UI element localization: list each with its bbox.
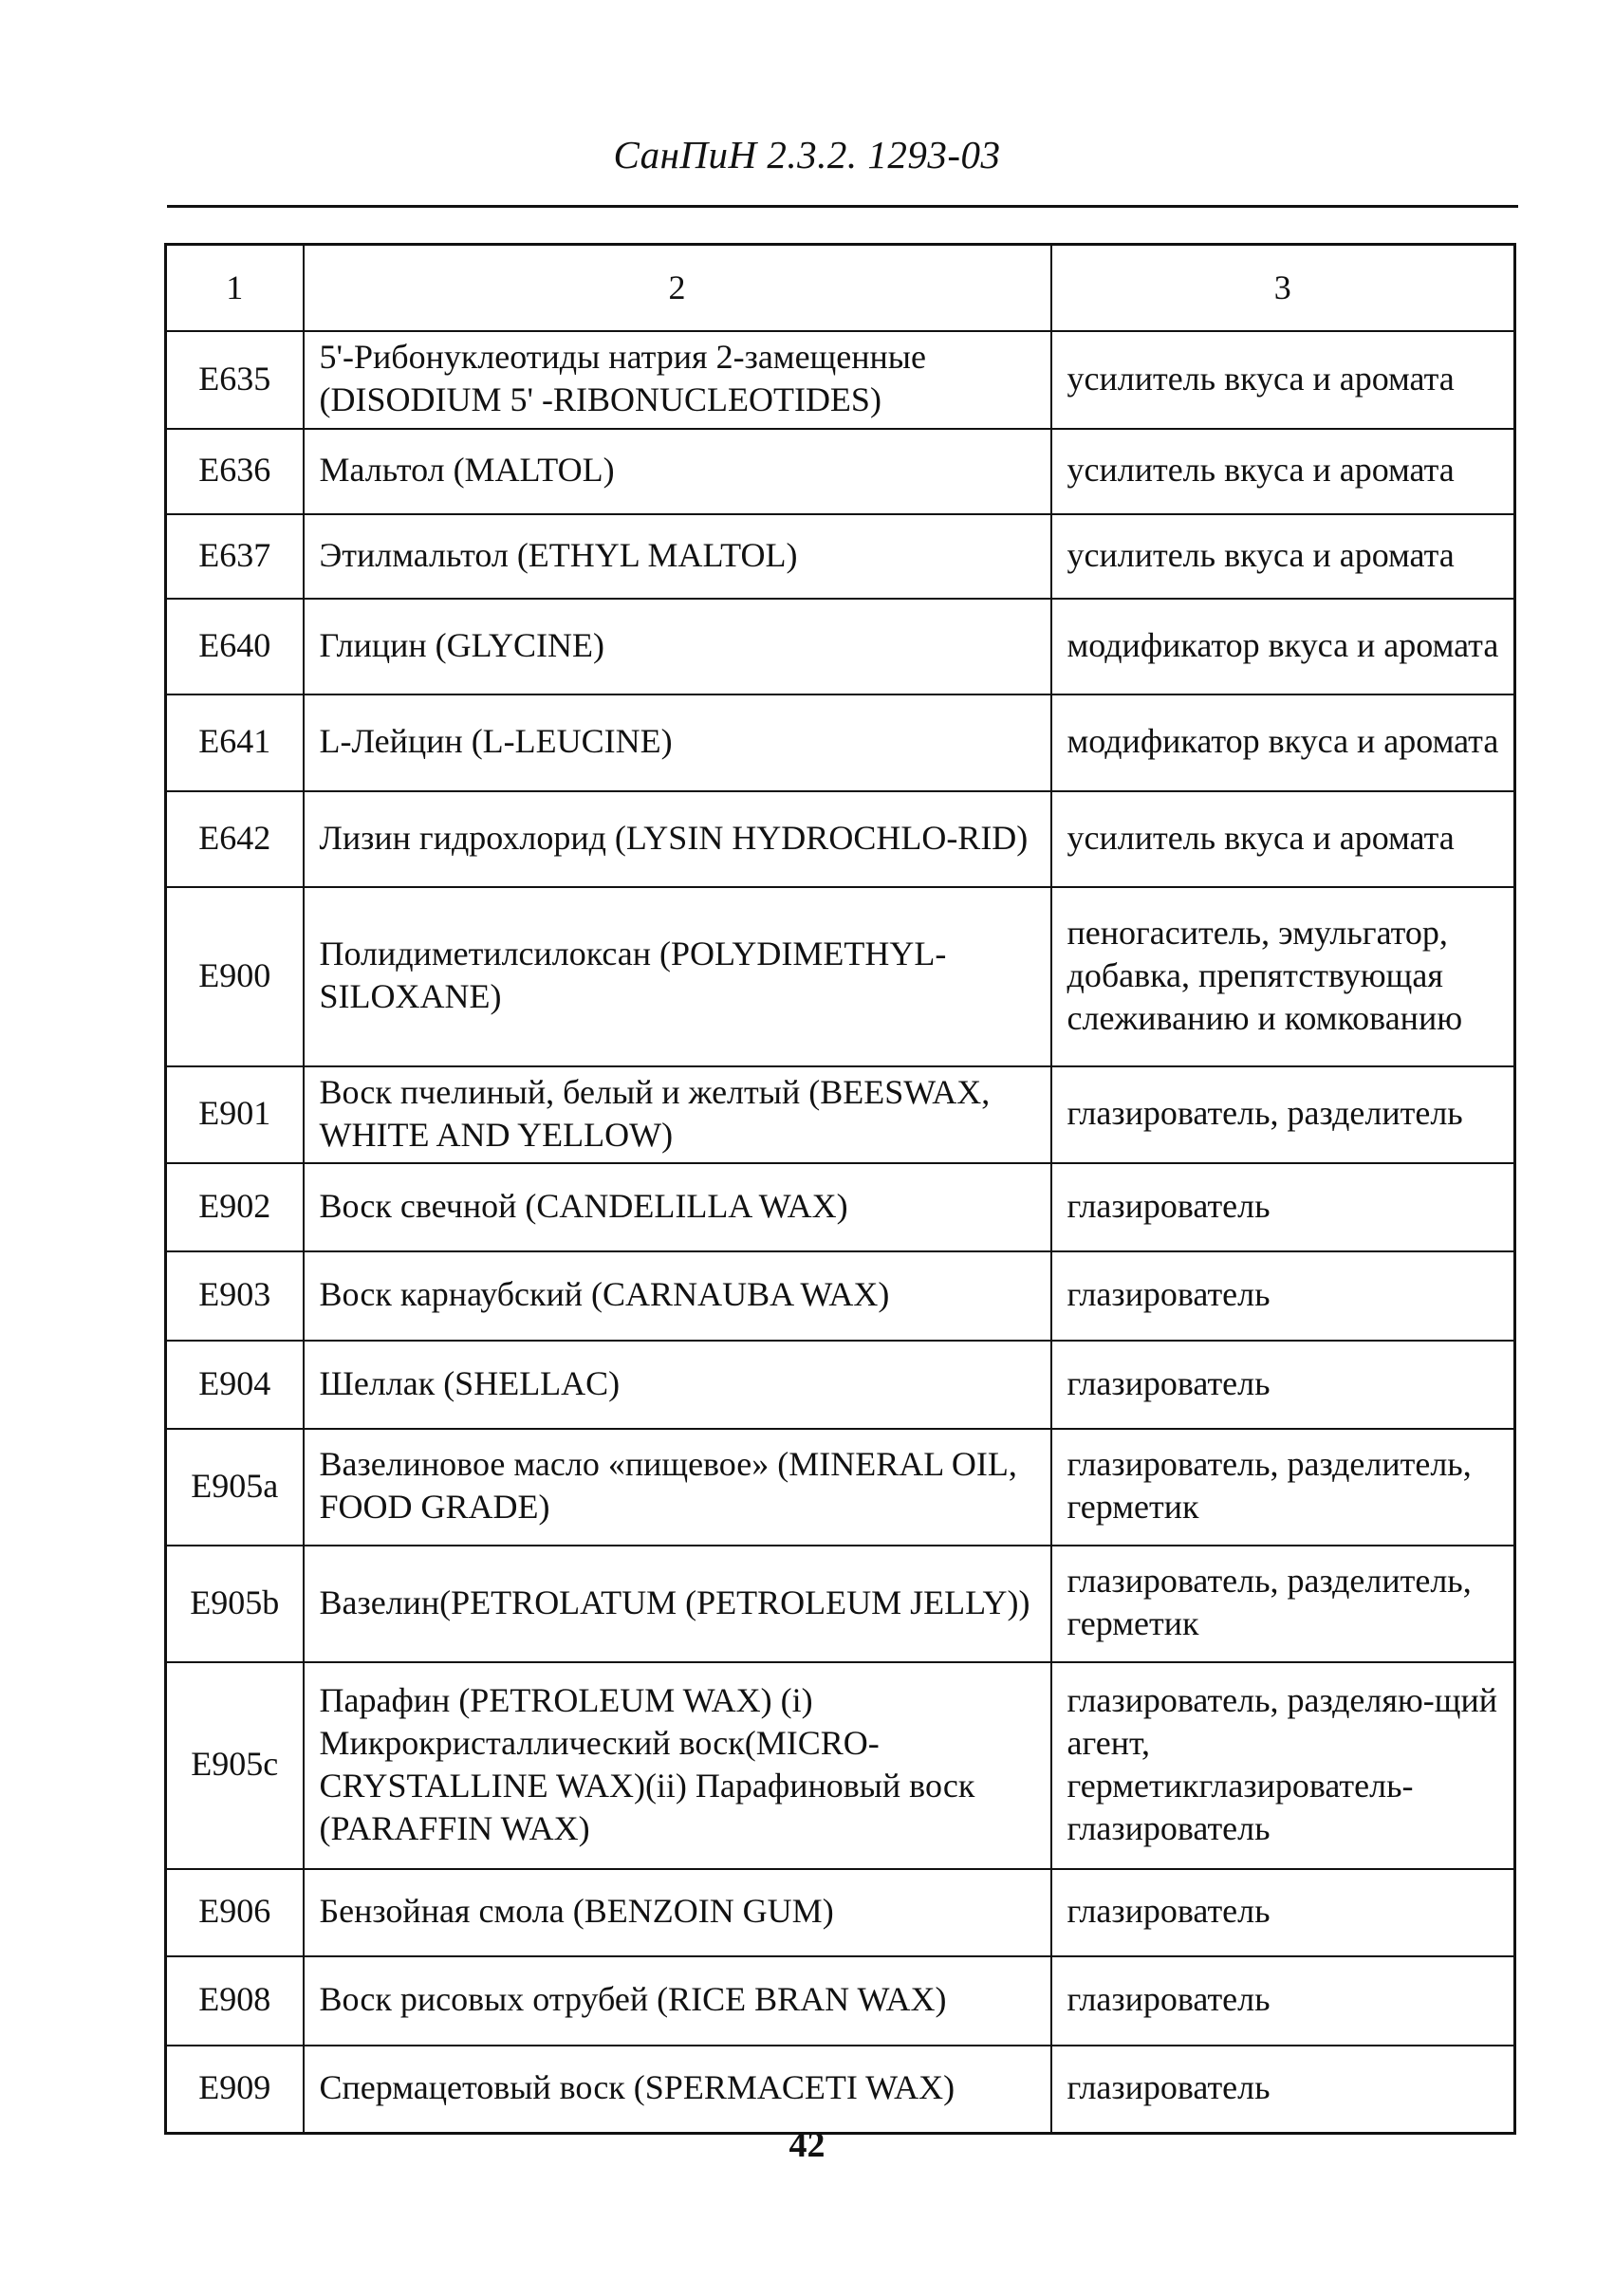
additive-name: 5'-Рибонуклеотиды натрия 2-замещенные (DISODIUM 5' -RIBONUCLEOTIDES) xyxy=(304,331,1051,429)
table-row xyxy=(166,599,1515,694)
table-row xyxy=(166,887,1515,1066)
additive-code: E901 xyxy=(166,1066,304,1163)
additive-code: E903 xyxy=(166,1251,304,1341)
additive-function: усилитель вкуса и аромата xyxy=(1051,429,1515,514)
table-row xyxy=(166,429,1515,514)
additive-code: E640 xyxy=(166,599,304,694)
column-header-1: 1 xyxy=(166,245,304,331)
additive-code: E904 xyxy=(166,1341,304,1429)
additive-function: глазирователь, разделитель, герметик xyxy=(1051,1546,1515,1662)
table-row xyxy=(166,1546,1515,1662)
additive-function: глазирователь xyxy=(1051,1251,1515,1341)
additive-name: Парафин (PETROLEUM WAX) (i) Микрокристаллический воск(MICRO-CRYSTALLINE WAX)(ii) Парафиновый воск (PARAFFIN WAX) xyxy=(304,1662,1051,1869)
additive-name: Лизин гидрохлорид (LYSIN HYDROCHLO-RID) xyxy=(304,791,1051,887)
additive-code: E905b xyxy=(166,1546,304,1662)
additive-code: E906 xyxy=(166,1869,304,1956)
additive-name: Воск карнаубский (CARNAUBA WAX) xyxy=(304,1251,1051,1341)
additive-name: Вазелин(PETROLATUM (PETROLEUM JELLY)) xyxy=(304,1546,1051,1662)
additive-name: Воск пчелиный, белый и желтый (BEESWAX, WHITE AND YELLOW) xyxy=(304,1066,1051,1163)
additive-name: Мальтол (MALTOL) xyxy=(304,429,1051,514)
additive-function: глазирователь, разделяю-щий агент, герметикглазирователь-глазирователь xyxy=(1051,1662,1515,1869)
additive-function: модификатор вкуса и аромата xyxy=(1051,599,1515,694)
additive-name: Глицин (GLYCINE) xyxy=(304,599,1051,694)
header-divider xyxy=(167,205,1518,208)
additive-name: Вазелиновое масло «пищевое» (MINERAL OIL, FOOD GRADE) xyxy=(304,1429,1051,1546)
table-row xyxy=(166,1163,1515,1251)
table-row xyxy=(166,1341,1515,1429)
additive-function: глазирователь xyxy=(1051,1956,1515,2046)
page-header: СанПиН 2.3.2. 1293-03 xyxy=(613,133,1001,176)
additive-name: Этилмальтол (ETHYL MALTOL) xyxy=(304,514,1051,599)
additive-code: E905a xyxy=(166,1429,304,1546)
additive-function: пеногаситель, эмульгатор, добавка, препятствующая слеживанию и комкованию xyxy=(1051,887,1515,1066)
additive-code: E902 xyxy=(166,1163,304,1251)
additive-name: L-Лейцин (L-LEUCINE) xyxy=(304,694,1051,791)
additive-code: E635 xyxy=(166,331,304,429)
table-row xyxy=(166,514,1515,599)
table-row xyxy=(166,791,1515,887)
additive-function: усилитель вкуса и аромата xyxy=(1051,331,1515,429)
additive-code: E641 xyxy=(166,694,304,791)
additive-code: E642 xyxy=(166,791,304,887)
additive-name: Бензойная смола (BENZOIN GUM) xyxy=(304,1869,1051,1956)
additive-name: Шеллак (SHELLAC) xyxy=(304,1341,1051,1429)
additive-function: глазирователь, разделитель, герметик xyxy=(1051,1429,1515,1546)
additive-name: Полидиметилсилоксан (POLYDIMETHYL-SILOXANE) xyxy=(304,887,1051,1066)
additive-function: усилитель вкуса и аромата xyxy=(1051,791,1515,887)
additive-function: модификатор вкуса и аромата xyxy=(1051,694,1515,791)
table-row xyxy=(166,1066,1515,1163)
table-row xyxy=(166,1662,1515,1869)
table-row xyxy=(166,2046,1515,2134)
table-row xyxy=(166,331,1515,429)
additive-function: глазирователь xyxy=(1051,1341,1515,1429)
page-number: 42 xyxy=(788,2125,826,2165)
additive-function: глазирователь xyxy=(1051,2046,1515,2134)
additive-code: E900 xyxy=(166,887,304,1066)
table-row xyxy=(166,1429,1515,1546)
additive-code: E636 xyxy=(166,429,304,514)
additive-code: E905c xyxy=(166,1662,304,1869)
table-row xyxy=(166,694,1515,791)
additive-function: глазирователь xyxy=(1051,1869,1515,1956)
additive-function: глазирователь xyxy=(1051,1163,1515,1251)
column-header-3: 3 xyxy=(1051,245,1515,331)
additive-name: Воск свечной (CANDELILLA WAX) xyxy=(304,1163,1051,1251)
table-header-row xyxy=(166,245,1515,331)
additives-table xyxy=(164,243,1516,2135)
additive-function: усилитель вкуса и аромата xyxy=(1051,514,1515,599)
table-row xyxy=(166,1869,1515,1956)
table-row xyxy=(166,1956,1515,2046)
additive-code: E909 xyxy=(166,2046,304,2134)
additive-name: Воск рисовых отрубей (RICE BRAN WAX) xyxy=(304,1956,1051,2046)
table-row xyxy=(166,1251,1515,1341)
additive-function: глазирователь, разделитель xyxy=(1051,1066,1515,1163)
additive-code: E908 xyxy=(166,1956,304,2046)
column-header-2: 2 xyxy=(304,245,1051,331)
additive-code: E637 xyxy=(166,514,304,599)
additive-name: Спермацетовый воск (SPERMACETI WAX) xyxy=(304,2046,1051,2134)
